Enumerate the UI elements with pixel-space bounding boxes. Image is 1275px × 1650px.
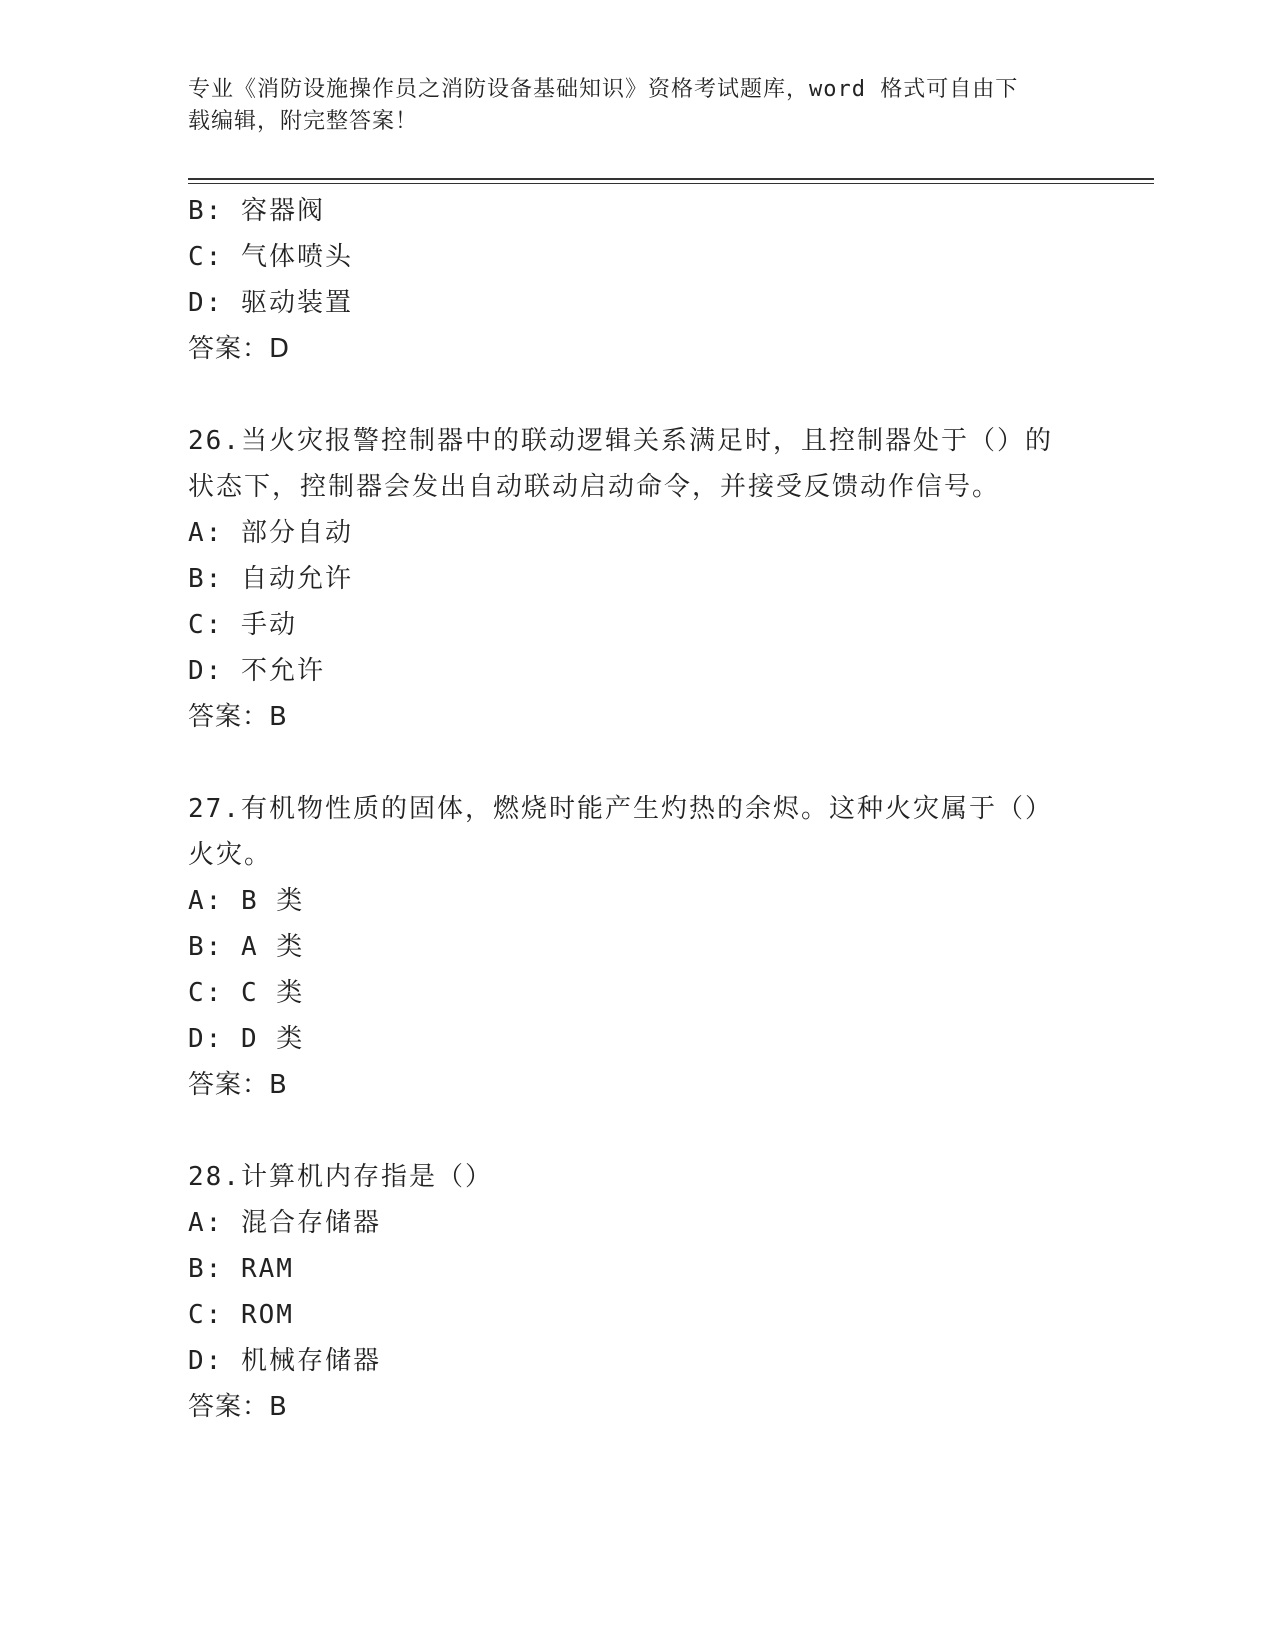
- question-25-tail: [188, 188, 1088, 372]
- answer: 答案：B: [188, 702, 288, 732]
- document-header: [188, 74, 1058, 138]
- option-c: C: ROM: [188, 1300, 294, 1330]
- question-26: [188, 418, 1088, 740]
- question-stem: 火灾。: [188, 840, 273, 870]
- answer: 答案：B: [188, 1070, 288, 1100]
- question-list: [188, 188, 1088, 1430]
- option-b: B: 容器阀: [188, 196, 325, 226]
- option-a: A: B 类: [188, 886, 305, 916]
- header-line-2: 载编辑，附完整答案！: [188, 109, 419, 134]
- option-b: B: 自动允许: [188, 564, 353, 594]
- option-b: B: A 类: [188, 932, 305, 962]
- header-divider-thick: [188, 178, 1154, 180]
- option-a: A: 部分自动: [188, 518, 353, 548]
- answer: 答案：B: [188, 1392, 288, 1422]
- option-d: D: 不允许: [188, 656, 325, 686]
- answer: 答案：D: [188, 334, 291, 364]
- question-28: [188, 1154, 1088, 1430]
- question-stem: 状态下，控制器会发出自动联动启动命令，并接受反馈动作信号。: [188, 472, 1001, 502]
- option-d: D: D 类: [188, 1024, 305, 1054]
- option-c: C: 手动: [188, 610, 297, 640]
- question-27: [188, 786, 1088, 1108]
- header-line-1: 专业《消防设施操作员之消防设备基础知识》资格考试题库，word 格式可自由下: [188, 77, 1019, 102]
- header-divider-thin: [188, 183, 1154, 184]
- option-c: C: C 类: [188, 978, 305, 1008]
- option-c: C: 气体喷头: [188, 242, 353, 272]
- option-d: D: 机械存储器: [188, 1346, 381, 1376]
- question-stem: 27.有机物性质的固体，燃烧时能产生灼热的余烬。这种火灾属于（）: [188, 794, 1053, 824]
- question-stem: 28.计算机内存指是（）: [188, 1162, 493, 1192]
- option-a: A: 混合存储器: [188, 1208, 381, 1238]
- option-d: D: 驱动装置: [188, 288, 353, 318]
- question-stem: 26.当火灾报警控制器中的联动逻辑关系满足时，且控制器处于（）的: [188, 426, 1053, 456]
- option-b: B: RAM: [188, 1254, 294, 1284]
